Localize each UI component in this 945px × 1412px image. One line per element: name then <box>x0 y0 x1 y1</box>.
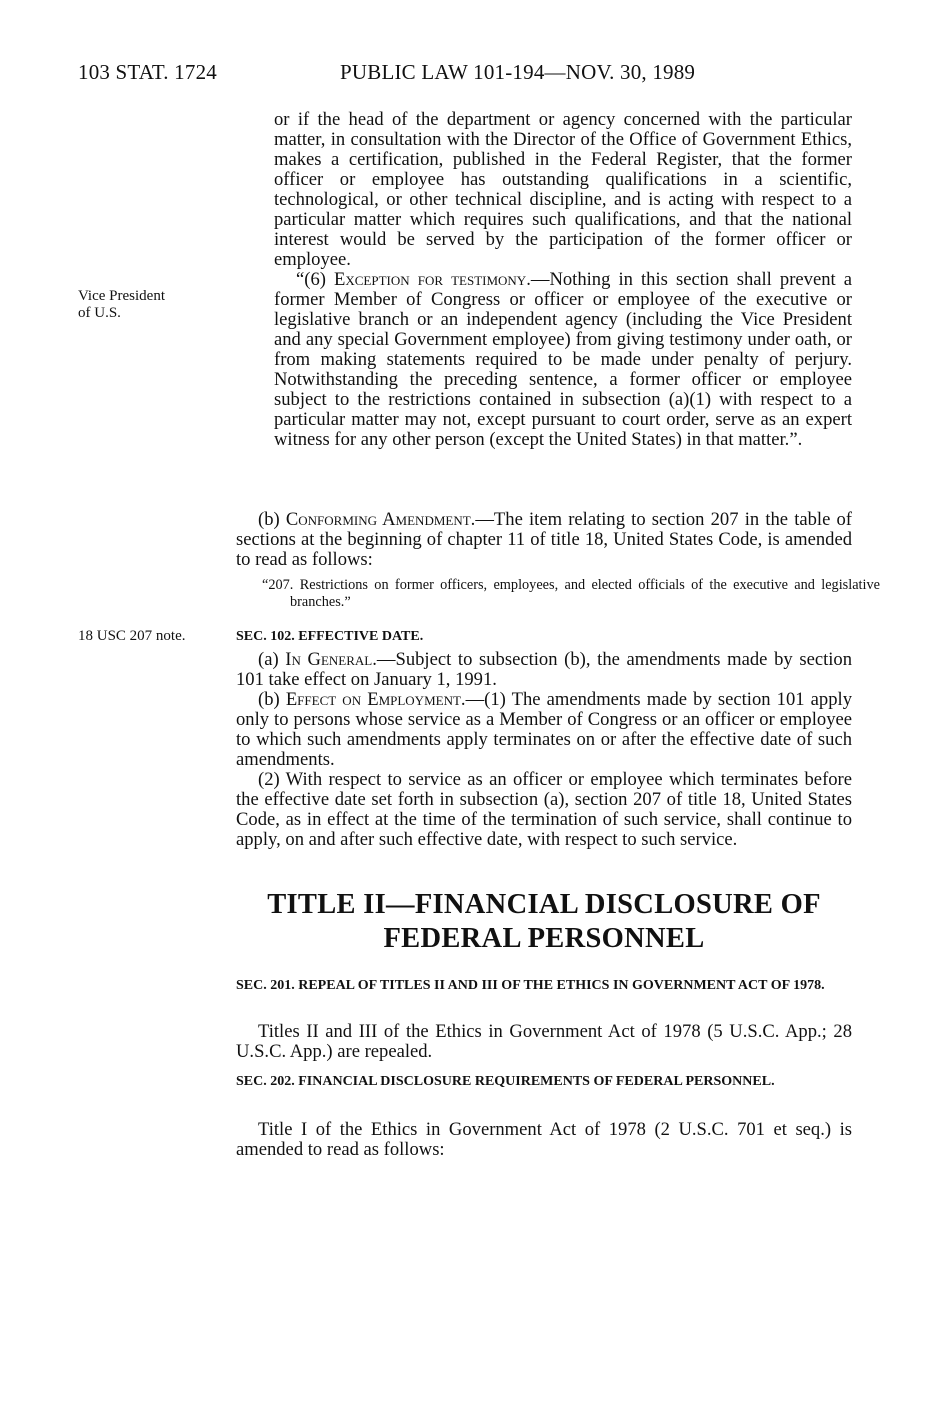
continuation-text: or if the head of the department or agency concerned with the particular matter, in consultation with the Director of the Office of Government Ethics, makes a certification, published in the Federal Register, that the former officer or employee has outstanding qualifications in a scientific, technological, or other technical discipline, and is acting with respect to a particular matter which requires such qualifications, and that the national interest would be served by the participation of the former officer or employee. <box>274 109 852 270</box>
section-201-heading: SEC. 201. REPEAL OF TITLES II AND III OF THE ETHICS IN GOVERNMENT ACT OF 1978. <box>236 978 825 993</box>
page-stat-citation: 103 STAT. 1724 <box>78 60 217 84</box>
paragraph-6 <box>274 270 852 450</box>
subsection-b-effect-text: —(1) The amendments made by section 101 apply only to persons whose service as a Member of Congress or an officer or employee to which such amendments apply terminates on or after the effective date of such amendments. <box>236 689 852 770</box>
subsection-b-paragraph-2: (2) With respect to service as an officer or employee which terminates before the effective date set forth in subsection (a), section 207 of title 18, United States Code, as in effect at the time of the termination of such service, shall continue to apply, on and after such effective date, with respect to such service. <box>236 769 852 850</box>
subsection-b-conforming <box>236 510 852 570</box>
running-header-law: PUBLIC LAW 101-194—NOV. 30, 1989 <box>340 60 696 84</box>
section-202-body <box>236 1120 852 1160</box>
margin-note-line: of U.S. <box>78 305 121 321</box>
margin-note-vice-president <box>78 288 165 322</box>
subsection-a-text: —Subject to subsection (b), the amendments made by section 101 take effect on January 1, 1991. <box>236 649 853 690</box>
section-202-text: Title I of the Ethics in Government Act of 1978 (2 U.S.C. 701 et seq.) is amended to read as follows: <box>236 1119 852 1160</box>
subsection-b-effect-heading: Effect on Employment. <box>285 689 466 710</box>
subsection-b-effect-prefix: (b) <box>258 689 286 710</box>
continuation-paragraph <box>274 110 852 450</box>
paragraph-6-text: —Nothing in this section shall prevent a former Member of Congress or officer or employee of the executive or legislative branch or an independent agency (including the Vice President and any special Government employee) from giving testimony under oath, or from making statements required to be made under penalty of perjury. Notwithstanding the preceding sentence, a former officer or employee subject to the restrictions contained in subsection (a)(1) with respect to a particular matter may not, except pursuant to court order, serve as an expert witness for any other person (except the United States) in that matter.”. <box>274 269 852 450</box>
section-201-body <box>236 1022 852 1062</box>
subsection-b-heading: Conforming Amendment. <box>285 509 476 530</box>
subsection-a-prefix: (a) <box>258 649 286 670</box>
table-of-sections-entry: “207. Restrictions on former officers, employees, and elected officials of the executive and legislative branches.” <box>262 577 880 610</box>
subsection-b-text: —The item relating to section 207 in the table of sections at the beginning of chapter 11 of title 18, United States Code, is amended to read as follows: <box>236 509 853 570</box>
margin-note-usc: 18 USC 207 note. <box>78 628 186 644</box>
section-202-heading: SEC. 202. FINANCIAL DISCLOSURE REQUIREMENTS OF FEDERAL PERSONNEL. <box>236 1074 775 1089</box>
margin-note-line: Vice President <box>78 288 165 304</box>
title-ii-heading <box>236 888 852 956</box>
paragraph-6-heading: “(6) Exception for testimony. <box>296 269 531 290</box>
section-201-text: Titles II and III of the Ethics in Government Act of 1978 (5 U.S.C. App.; 28 U.S.C. App.) are repealed. <box>236 1021 852 1062</box>
title-ii-line-2: FEDERAL PERSONNEL <box>383 923 705 954</box>
subsection-b-prefix: (b) <box>258 509 286 530</box>
subsection-a <box>236 650 852 690</box>
subsection-b-effect <box>236 690 852 770</box>
section-102-heading: SEC. 102. EFFECTIVE DATE. <box>236 629 424 644</box>
section-102-body <box>236 650 852 850</box>
subsection-b-paragraph <box>236 510 852 570</box>
subsection-a-heading: In General. <box>285 649 377 670</box>
title-ii-line-1: TITLE II—FINANCIAL DISCLOSURE OF <box>267 889 821 920</box>
